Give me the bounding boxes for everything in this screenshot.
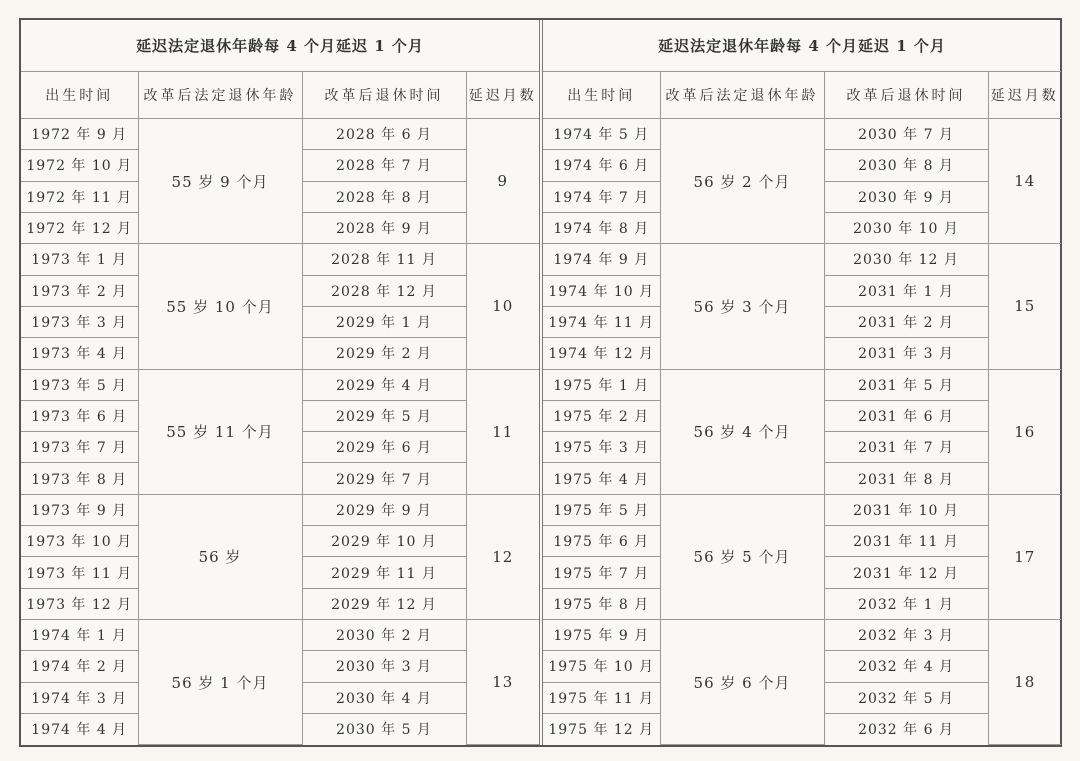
- birth-time-cell: 1973 年 4 月: [21, 338, 138, 369]
- header-new-retirement-age: 改革后法定退休年龄: [660, 71, 824, 118]
- header-delay-months: 延迟月数: [466, 71, 539, 118]
- retirement-time-cell: 2030 年 3 月: [302, 651, 466, 682]
- retirement-time-cell: 2029 年 5 月: [302, 400, 466, 431]
- birth-time-cell: 1974 年 6 月: [543, 150, 660, 181]
- retirement-time-cell: 2028 年 11 月: [302, 244, 466, 275]
- retirement-age-cell: 56 岁 1 个月: [138, 620, 302, 745]
- birth-time-cell: 1975 年 11 月: [543, 682, 660, 713]
- birth-time-cell: 1972 年 10 月: [21, 150, 138, 181]
- retirement-time-cell: 2028 年 12 月: [302, 275, 466, 306]
- delay-months-cell: 15: [988, 244, 1061, 369]
- retirement-time-cell: 2031 年 2 月: [824, 306, 988, 337]
- birth-time-cell: 1975 年 10 月: [543, 651, 660, 682]
- table-row: [21, 119, 539, 150]
- retirement-time-cell: 2030 年 7 月: [824, 119, 988, 150]
- retirement-age-cell: 55 岁 9 个月: [138, 119, 302, 244]
- retirement-age-cell: 56 岁: [138, 494, 302, 619]
- retirement-age-cell: 56 岁 6 个月: [660, 620, 824, 745]
- retirement-time-cell: 2029 年 12 月: [302, 588, 466, 619]
- delay-months-cell: 12: [466, 494, 539, 619]
- birth-time-cell: 1974 年 11 月: [543, 306, 660, 337]
- birth-time-cell: 1975 年 8 月: [543, 588, 660, 619]
- header-birth-time: 出生时间: [21, 71, 138, 118]
- delay-months-cell: 10: [466, 244, 539, 369]
- birth-time-cell: 1973 年 1 月: [21, 244, 138, 275]
- birth-time-cell: 1975 年 4 月: [543, 463, 660, 494]
- birth-time-cell: 1973 年 2 月: [21, 275, 138, 306]
- birth-time-cell: 1975 年 5 月: [543, 494, 660, 525]
- retirement-time-cell: 2029 年 6 月: [302, 432, 466, 463]
- birth-time-cell: 1973 年 8 月: [21, 463, 138, 494]
- birth-time-cell: 1975 年 7 月: [543, 557, 660, 588]
- retirement-time-cell: 2029 年 7 月: [302, 463, 466, 494]
- birth-time-cell: 1973 年 6 月: [21, 400, 138, 431]
- birth-time-cell: 1973 年 12 月: [21, 588, 138, 619]
- retirement-age-cell: 56 岁 2 个月: [660, 119, 824, 244]
- birth-time-cell: 1975 年 12 月: [543, 713, 660, 744]
- table-row: [21, 244, 539, 275]
- birth-time-cell: 1975 年 6 月: [543, 526, 660, 557]
- table-title: 延迟法定退休年龄每 4 个月延迟 1 个月: [21, 20, 539, 71]
- retirement-table-right: [543, 20, 1061, 745]
- retirement-time-cell: 2032 年 6 月: [824, 713, 988, 744]
- retirement-time-cell: 2029 年 4 月: [302, 369, 466, 400]
- birth-time-cell: 1973 年 7 月: [21, 432, 138, 463]
- table-row: [543, 119, 1061, 150]
- birth-time-cell: 1974 年 2 月: [21, 651, 138, 682]
- birth-time-cell: 1975 年 2 月: [543, 400, 660, 431]
- table-row: [543, 369, 1061, 400]
- retirement-time-cell: 2028 年 6 月: [302, 119, 466, 150]
- delay-months-cell: 14: [988, 119, 1061, 244]
- retirement-time-cell: 2029 年 2 月: [302, 338, 466, 369]
- birth-time-cell: 1973 年 9 月: [21, 494, 138, 525]
- retirement-time-cell: 2028 年 8 月: [302, 181, 466, 212]
- retirement-time-cell: 2029 年 9 月: [302, 494, 466, 525]
- delay-months-cell: 16: [988, 369, 1061, 494]
- retirement-time-cell: 2028 年 9 月: [302, 212, 466, 243]
- retirement-time-cell: 2030 年 5 月: [302, 713, 466, 744]
- retirement-time-cell: 2029 年 11 月: [302, 557, 466, 588]
- table-row: [543, 244, 1061, 275]
- birth-time-cell: 1972 年 11 月: [21, 181, 138, 212]
- birth-time-cell: 1975 年 1 月: [543, 369, 660, 400]
- birth-time-cell: 1974 年 1 月: [21, 620, 138, 651]
- retirement-time-cell: 2029 年 1 月: [302, 306, 466, 337]
- retirement-time-cell: 2032 年 4 月: [824, 651, 988, 682]
- birth-time-cell: 1975 年 3 月: [543, 432, 660, 463]
- retirement-time-cell: 2030 年 10 月: [824, 212, 988, 243]
- retirement-table-left: [21, 20, 539, 745]
- birth-time-cell: 1974 年 9 月: [543, 244, 660, 275]
- table-row: [543, 620, 1061, 651]
- retirement-time-cell: 2031 年 3 月: [824, 338, 988, 369]
- header-delay-months: 延迟月数: [988, 71, 1061, 118]
- retirement-time-cell: 2031 年 11 月: [824, 526, 988, 557]
- retirement-time-cell: 2030 年 12 月: [824, 244, 988, 275]
- retirement-age-cell: 56 岁 5 个月: [660, 494, 824, 619]
- retirement-time-cell: 2029 年 10 月: [302, 526, 466, 557]
- retirement-time-cell: 2031 年 7 月: [824, 432, 988, 463]
- retirement-time-cell: 2031 年 10 月: [824, 494, 988, 525]
- retirement-time-cell: 2031 年 1 月: [824, 275, 988, 306]
- table-row: [21, 369, 539, 400]
- table-title: 延迟法定退休年龄每 4 个月延迟 1 个月: [543, 20, 1061, 71]
- retirement-age-cell: 55 岁 11 个月: [138, 369, 302, 494]
- table-row: [21, 620, 539, 651]
- retirement-time-cell: 2031 年 8 月: [824, 463, 988, 494]
- table-row: [21, 494, 539, 525]
- retirement-time-cell: 2030 年 2 月: [302, 620, 466, 651]
- birth-time-cell: 1974 年 12 月: [543, 338, 660, 369]
- birth-time-cell: 1974 年 4 月: [21, 713, 138, 744]
- retirement-time-cell: 2031 年 6 月: [824, 400, 988, 431]
- retirement-time-cell: 2032 年 3 月: [824, 620, 988, 651]
- birth-time-cell: 1974 年 5 月: [543, 119, 660, 150]
- retirement-time-cell: 2030 年 4 月: [302, 682, 466, 713]
- retirement-age-cell: 56 岁 4 个月: [660, 369, 824, 494]
- header-new-retirement-time: 改革后退休时间: [302, 71, 466, 118]
- header-new-retirement-age: 改革后法定退休年龄: [138, 71, 302, 118]
- birth-time-cell: 1973 年 3 月: [21, 306, 138, 337]
- delay-months-cell: 17: [988, 494, 1061, 619]
- birth-time-cell: 1974 年 10 月: [543, 275, 660, 306]
- retirement-time-cell: 2032 年 5 月: [824, 682, 988, 713]
- retirement-time-cell: 2031 年 12 月: [824, 557, 988, 588]
- retirement-time-cell: 2031 年 5 月: [824, 369, 988, 400]
- birth-time-cell: 1972 年 12 月: [21, 212, 138, 243]
- birth-time-cell: 1974 年 3 月: [21, 682, 138, 713]
- right-panel: [542, 20, 1061, 745]
- birth-time-cell: 1973 年 11 月: [21, 557, 138, 588]
- header-new-retirement-time: 改革后退休时间: [824, 71, 988, 118]
- birth-time-cell: 1975 年 9 月: [543, 620, 660, 651]
- delay-months-cell: 18: [988, 620, 1061, 745]
- retirement-table-sheet: [19, 18, 1062, 747]
- retirement-age-cell: 56 岁 3 个月: [660, 244, 824, 369]
- header-birth-time: 出生时间: [543, 71, 660, 118]
- retirement-time-cell: 2028 年 7 月: [302, 150, 466, 181]
- delay-months-cell: 13: [466, 620, 539, 745]
- retirement-time-cell: 2030 年 9 月: [824, 181, 988, 212]
- birth-time-cell: 1974 年 8 月: [543, 212, 660, 243]
- birth-time-cell: 1973 年 10 月: [21, 526, 138, 557]
- delay-months-cell: 11: [466, 369, 539, 494]
- birth-time-cell: 1973 年 5 月: [21, 369, 138, 400]
- birth-time-cell: 1972 年 9 月: [21, 119, 138, 150]
- left-panel: [21, 20, 540, 745]
- retirement-time-cell: 2032 年 1 月: [824, 588, 988, 619]
- retirement-age-cell: 55 岁 10 个月: [138, 244, 302, 369]
- delay-months-cell: 9: [466, 119, 539, 244]
- retirement-time-cell: 2030 年 8 月: [824, 150, 988, 181]
- birth-time-cell: 1974 年 7 月: [543, 181, 660, 212]
- table-row: [543, 494, 1061, 525]
